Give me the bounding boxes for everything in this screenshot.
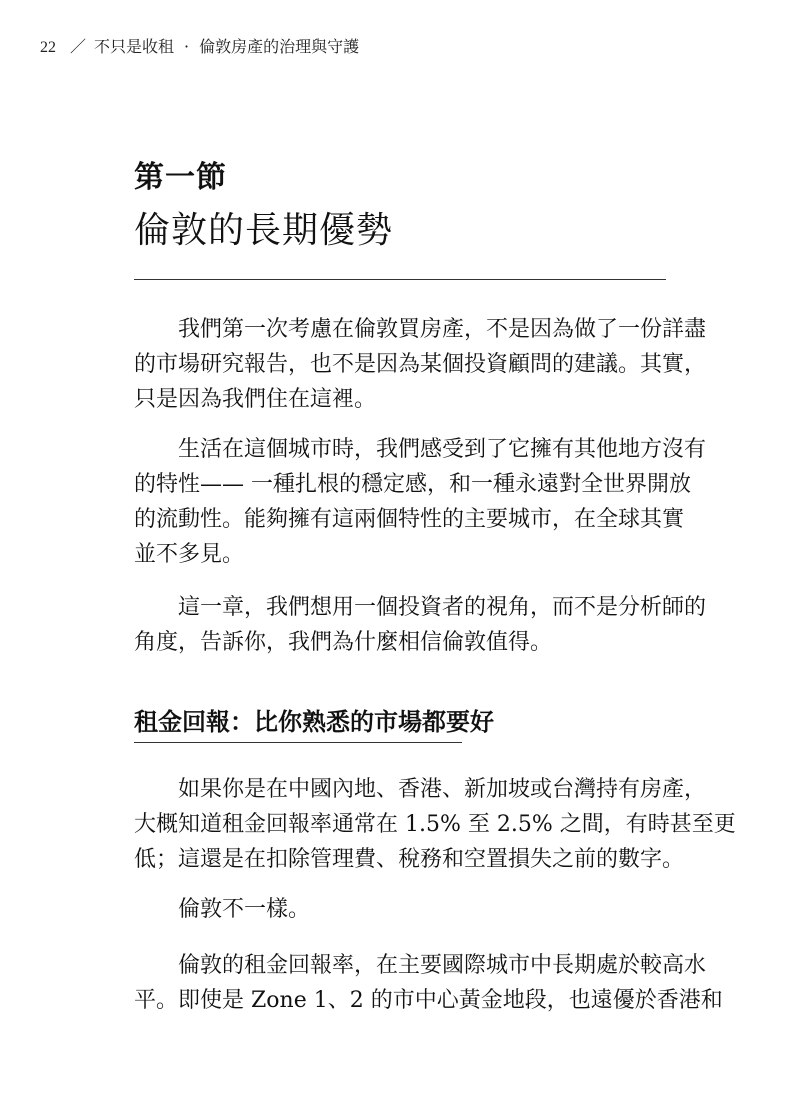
header-slash: ／	[70, 37, 87, 56]
paragraph-line: 的特性—— 一種扎根的穩定感，和一種永遠對全世界開放	[134, 472, 691, 497]
intro-paragraph-3	[134, 590, 707, 660]
paragraph-line: 倫敦不一樣。	[178, 897, 311, 922]
subsection-heading: 租金回報：比你熟悉的市場都要好	[134, 707, 494, 736]
intro-paragraph-1	[134, 312, 707, 417]
paragraph-line: 的流動性。能夠擁有這兩個特性的主要城市，在全球其實	[134, 507, 685, 532]
paragraph-line: 倫敦的租金回報率，在主要國際城市中長期處於較高水	[178, 953, 707, 978]
paragraph-line: 只是因為我們住在這裡。	[134, 387, 377, 412]
body-paragraph-3	[134, 948, 723, 1018]
running-header	[40, 36, 359, 59]
page-number: 22	[40, 39, 56, 56]
header-separator: ·	[184, 37, 190, 56]
body-paragraph-1	[134, 772, 736, 877]
paragraph-line: 如果你是在中國內地、香港、新加坡或台灣持有房產，	[178, 777, 707, 802]
paragraph-line: 生活在這個城市時，我們感受到了它擁有其他地方沒有	[178, 437, 707, 462]
paragraph-line: 我們第一次考慮在倫敦買房產，不是因為做了一份詳盡	[178, 317, 707, 342]
paragraph-line: 並不多見。	[134, 542, 245, 567]
paragraph-line: 低；這還是在扣除管理費、稅務和空置損失之前的數字。	[134, 847, 685, 872]
book-title: 不只是收租	[94, 37, 175, 56]
paragraph-line: 的市場研究報告，也不是因為某個投資顧問的建議。其實，	[134, 352, 707, 377]
book-subtitle: 倫敦房產的治理與守護	[199, 37, 360, 56]
intro-paragraph-2	[134, 432, 707, 572]
chapter-title: 倫敦的長期優勢	[134, 210, 394, 251]
paragraph-line: 平。即使是 Zone 1、2 的市中心黃金地段，也遠優於香港和	[134, 988, 723, 1013]
section-label: 第一節	[134, 160, 227, 195]
paragraph-line: 大概知道租金回報率通常在 1.5% 至 2.5% 之間，有時甚至更	[134, 812, 736, 837]
title-divider	[134, 279, 666, 280]
subsection-underline	[134, 742, 462, 743]
paragraph-line: 角度，告訴你，我們為什麼相信倫敦值得。	[134, 630, 553, 655]
body-paragraph-2	[134, 892, 668, 927]
paragraph-line: 這一章，我們想用一個投資者的視角，而不是分析師的	[178, 595, 707, 620]
